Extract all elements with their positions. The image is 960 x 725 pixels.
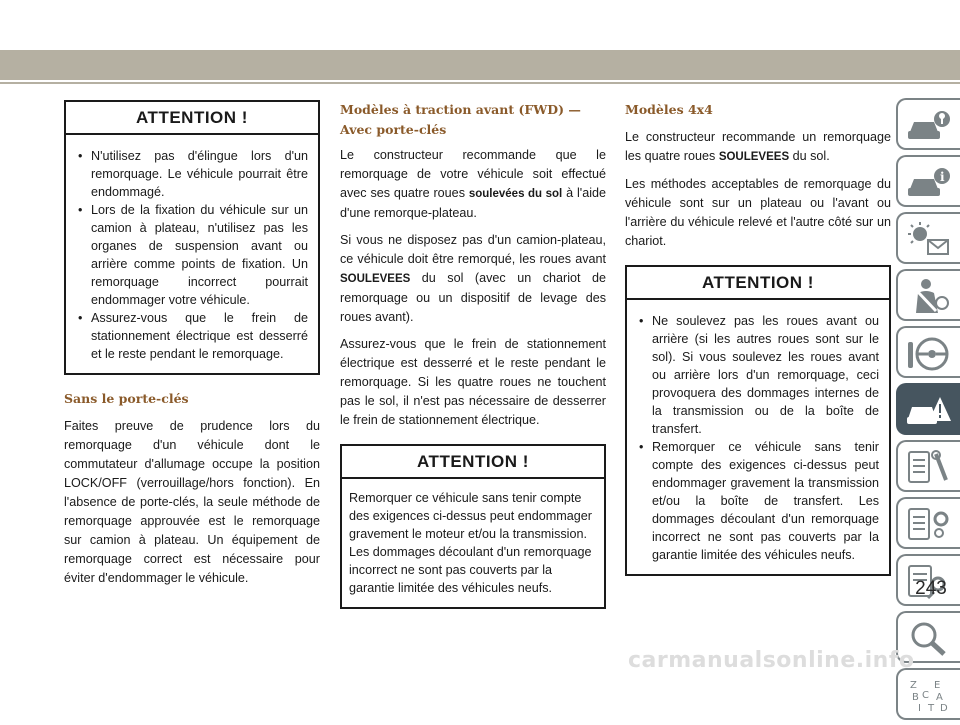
- attention-box-4x4: [625, 265, 891, 576]
- index-letter: T: [928, 703, 935, 714]
- index-letter: D: [940, 703, 948, 714]
- attention-item: • Lors de la fixation du véhicule sur un camion à plateau, n'utilisez pas les organes de suspension avant ou arrière comme points de fixation. Un remorquage incorrect pourrait endommager votre véhicule.: [76, 201, 308, 309]
- index-letter: A: [936, 692, 943, 703]
- watermark: carmanualsonline.info: [628, 648, 915, 673]
- car-warning-icon: [906, 163, 952, 201]
- paragraph-fwd-1: Le constructeur recommande que le remorquage de votre véhicule soit effectué avec ses quatre roues soulevées du sol à l'aide d'une remorque-plateau.: [340, 148, 606, 220]
- paragraph-fwd-3: Assurez-vous que le frein de stationnement électrique est desserré et le reste pendant le remorquage. Si les quatre roues ne touchent pas le sol, il n'est pas nécessaire de desserrer le frein de stationnement électrique.: [340, 337, 606, 427]
- car-wrench-icon: [906, 448, 952, 486]
- tab-maintenance[interactable]: [896, 440, 960, 492]
- svg-text:i: i: [940, 170, 945, 184]
- attention-item: • Assurez-vous que le frein de stationnement électrique est desserré et le reste pendant le remorquage.: [76, 309, 308, 363]
- attention-item: • Ne soulevez pas les roues avant ou arrière (si les autres roues sont sur le sol). Si vous soulevez les roues avant ou arrière lors d'un remorquage, ceci provoquera des dommages internes de la transmission ou de la boîte de transfert.: [637, 312, 879, 438]
- section-title-4x4: Modèles 4x4: [625, 102, 713, 117]
- chapter-tabs: [896, 98, 960, 725]
- index-letter: B: [912, 692, 919, 703]
- attention-title: ATTENTION !: [627, 267, 889, 300]
- index-letter: Z: [910, 680, 917, 691]
- attention-body: Remorquer ce véhicule sans tenir compte des exigences ci-dessus peut endommager gravement le moteur et/ou la transmission. Les dommages découlant d'un remorquage incorrect ne sont pas couverts par la garantie limitée des véhicules neufs.: [349, 491, 592, 595]
- column-middle: [340, 100, 606, 609]
- header-stripe: [0, 50, 960, 80]
- attention-list: [627, 300, 889, 574]
- tab-driving[interactable]: [896, 326, 960, 378]
- attention-item: • N'utilisez pas d'élingue lors d'un remorquage. Le véhicule pourrait être endommagé.: [76, 147, 308, 201]
- tab-specifications[interactable]: [896, 497, 960, 549]
- tab-emergency[interactable]: [896, 383, 960, 435]
- attention-box-fwd: [340, 444, 606, 609]
- section-title-fwd: Modèles à traction avant (FWD) — Avec porte-clés: [340, 102, 581, 137]
- tab-lights-messages[interactable]: [896, 212, 960, 264]
- attention-item: • Remorquer ce véhicule sans tenir compte des exigences ci-dessus peut endommager gravement la transmission et/ou la boîte de transfert. Les dommages découlant d'un remorquage incorrect ne sont pas couverts par la garantie limitée des véhicules neufs.: [637, 438, 879, 564]
- column-right: [625, 100, 891, 576]
- seat-belt-icon: [906, 277, 952, 315]
- top-header-band: [0, 0, 960, 84]
- attention-list: [66, 135, 318, 373]
- tab-index[interactable]: [896, 668, 960, 720]
- paragraph-4x4-2: Les méthodes acceptables de remorquage du véhicule sont sur un plateau ou l'avant ou l'arrière du véhicule relevé et l'autre côté sur un chariot.: [625, 177, 891, 248]
- paragraph-no-keyfob: Faites preuve de prudence lors du remorquage d'un véhicule dont le commutateur d'allumage occupe la position LOCK/OFF (verrouillage/hors fonction). En l'absence de porte-clés, la seule méthode de remorquage approuvée est le remorquage sur camion à plateau. Un équipement de remorquage correct est nécessaire pour éviter d'endommager le véhicule.: [64, 419, 320, 585]
- paragraph-fwd-2: Si vous ne disposez pas d'un camion-plateau, ce véhicule doit être remorqué, les roues avant SOULEVEES du sol (avec un chariot de remorquage ou un dispositif de levage des roues avant).: [340, 233, 606, 324]
- light-mail-icon: [906, 220, 952, 258]
- car-hazard-icon: [906, 391, 952, 429]
- page-number: 243: [915, 578, 947, 599]
- section-title-no-keyfob: Sans le porte-clés: [64, 391, 189, 406]
- alphabet-index-icon: [906, 676, 952, 714]
- steering-wheel-icon: [906, 334, 952, 372]
- attention-title: ATTENTION !: [66, 102, 318, 135]
- tab-safety[interactable]: [896, 269, 960, 321]
- tab-car-info[interactable]: [896, 98, 960, 150]
- car-info-icon: [906, 106, 952, 144]
- attention-box-sling: [64, 100, 320, 375]
- tab-car-warning[interactable]: [896, 155, 960, 207]
- index-letter: I: [918, 703, 921, 714]
- list-gear-icon: [906, 505, 952, 543]
- index-letter: C: [922, 690, 929, 701]
- header-rule: [0, 82, 960, 84]
- index-letter: E: [934, 680, 941, 691]
- paragraph-4x4-1: Le constructeur recommande un remorquage les quatre roues SOULEVEES du sol.: [625, 130, 891, 163]
- attention-title: ATTENTION !: [342, 446, 604, 479]
- column-left: [64, 100, 320, 588]
